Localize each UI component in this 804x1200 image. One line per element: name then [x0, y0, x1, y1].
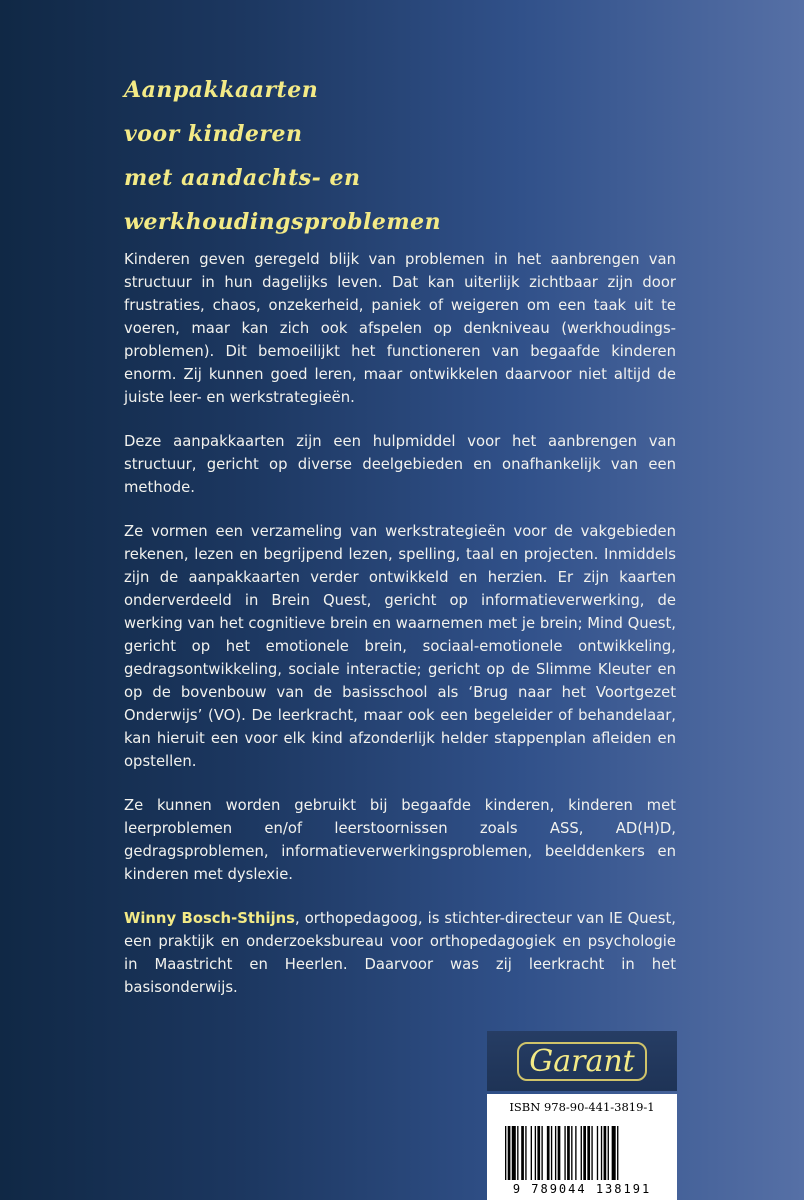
barcode-bar [583, 1126, 586, 1180]
blurb-text [124, 248, 676, 1020]
barcode-bar [517, 1126, 518, 1180]
barcode-bar [521, 1126, 524, 1180]
paragraph-strategies: Ze vormen een verzameling van werkstrategieën voor de vakgebieden rekenen, lezen en begrijpend lezen, spelling, taal en projecten. Inmiddels zijn de aanpakkaarten verder ontwikkeld en herzien. Er zijn kaarten onderverdeeld in Brein Quest, gericht op informatieverwerking, de werking van het cognitieve brein en waarnemen met je brein; Mind Quest, gericht op het emotionele brein, sociaal-emotionele ontwikkeling, gedragsontwikkeling, sociale interactie; gericht op de Slimme Kleuter en op de bovenbouw van de basisschool als ‘Brug naar het Voortgezet Onderwijs’ (VO). De leerkracht, maar ook een begeleider of behandelaar, kan hieruit een voor elk kind afzonderlijk helder stappenplan afleiden en opstellen. [124, 523, 676, 770]
barcode-bar [567, 1126, 570, 1180]
barcode-bar [597, 1126, 598, 1180]
barcode-bar [558, 1126, 561, 1180]
publisher-logo-box [487, 1031, 677, 1091]
barcode-bar [617, 1126, 618, 1180]
barcode-bar [531, 1126, 532, 1180]
barcode-bar [591, 1126, 592, 1180]
barcode-bar [547, 1126, 550, 1180]
barcode-bar [555, 1126, 556, 1180]
barcode-bar [601, 1126, 602, 1180]
title-line-1: Aanpakkaarten [124, 77, 319, 103]
barcode-bar [505, 1126, 506, 1180]
isbn-label: ISBN 978-90-441-3819-1 [487, 1094, 677, 1120]
barcode-bar [571, 1126, 572, 1180]
paragraph-target-group: Ze kunnen worden gebruikt bij begaafde kinderen, kinderen met leerproblemen en/of leerstoornissen zoals ASS, AD(H)D, gedragsproblemen, informatieverwerkingsproblemen, beelddenkers en kinderen met dyslexie. [124, 797, 676, 883]
title-line-3: met aandachts- en [124, 165, 361, 191]
barcode-bar [541, 1126, 542, 1180]
title-line-4: werkhoudingsproblemen [124, 209, 442, 235]
barcode [487, 1120, 677, 1200]
barcode-bar [525, 1126, 526, 1180]
barcode-bar [508, 1126, 511, 1180]
barcode-bar [535, 1126, 536, 1180]
barcode-bar [512, 1126, 516, 1180]
title-line-2: voor kinderen [124, 121, 303, 147]
author-bio-text: , orthopedagoog, is stichter-directeur van IE Quest, een praktijk en onderzoeksbureau voor orthopedagogiek en psychologie in Maastricht en Heerlen. Daarvoor was zij leerkracht in het basisonderwijs. [124, 910, 676, 996]
paragraph-intro: Kinderen geven geregeld blijk van problemen in het aanbrengen van structuur in hun dagelijks leven. Dat kan uiterlijk zichtbaar zijn door frustraties, chaos, onzekerheid, paniek of weigeren om een taak uit te voeren, maar kan zich ook afspelen op denkniveau (werkhoudings-problemen). Dit bemoeilijkt het functioneren van begaafde kinderen enorm. Zij kunnen goed leren, maar ontwikkelen daarvoor niet altijd de juiste leer- en werkstrategieën. [124, 251, 676, 406]
publisher-logo: Garant [517, 1042, 646, 1081]
barcode-bar [564, 1126, 565, 1180]
barcode-bars-icon [487, 1120, 677, 1182]
barcode-bar [537, 1126, 540, 1180]
author-name: Winny Bosch-Sthijns [124, 910, 295, 927]
paragraph-purpose: Deze aanpakkaarten zijn een hulpmiddel voor het aanbrengen van structuur, gericht op diverse deelgebieden en onafhankelijk van een methode. [124, 433, 676, 496]
barcode-bar [575, 1126, 576, 1180]
barcode-bar [604, 1126, 607, 1180]
barcode-digits: 9 789044 138191 [512, 1182, 652, 1196]
barcode-bar [612, 1126, 616, 1180]
barcode-bar [581, 1126, 582, 1180]
barcode-bar [551, 1126, 552, 1180]
barcode-bar [608, 1126, 609, 1180]
paragraph-author-bio [124, 907, 676, 999]
book-title [124, 68, 724, 244]
barcode-bar [587, 1126, 590, 1180]
